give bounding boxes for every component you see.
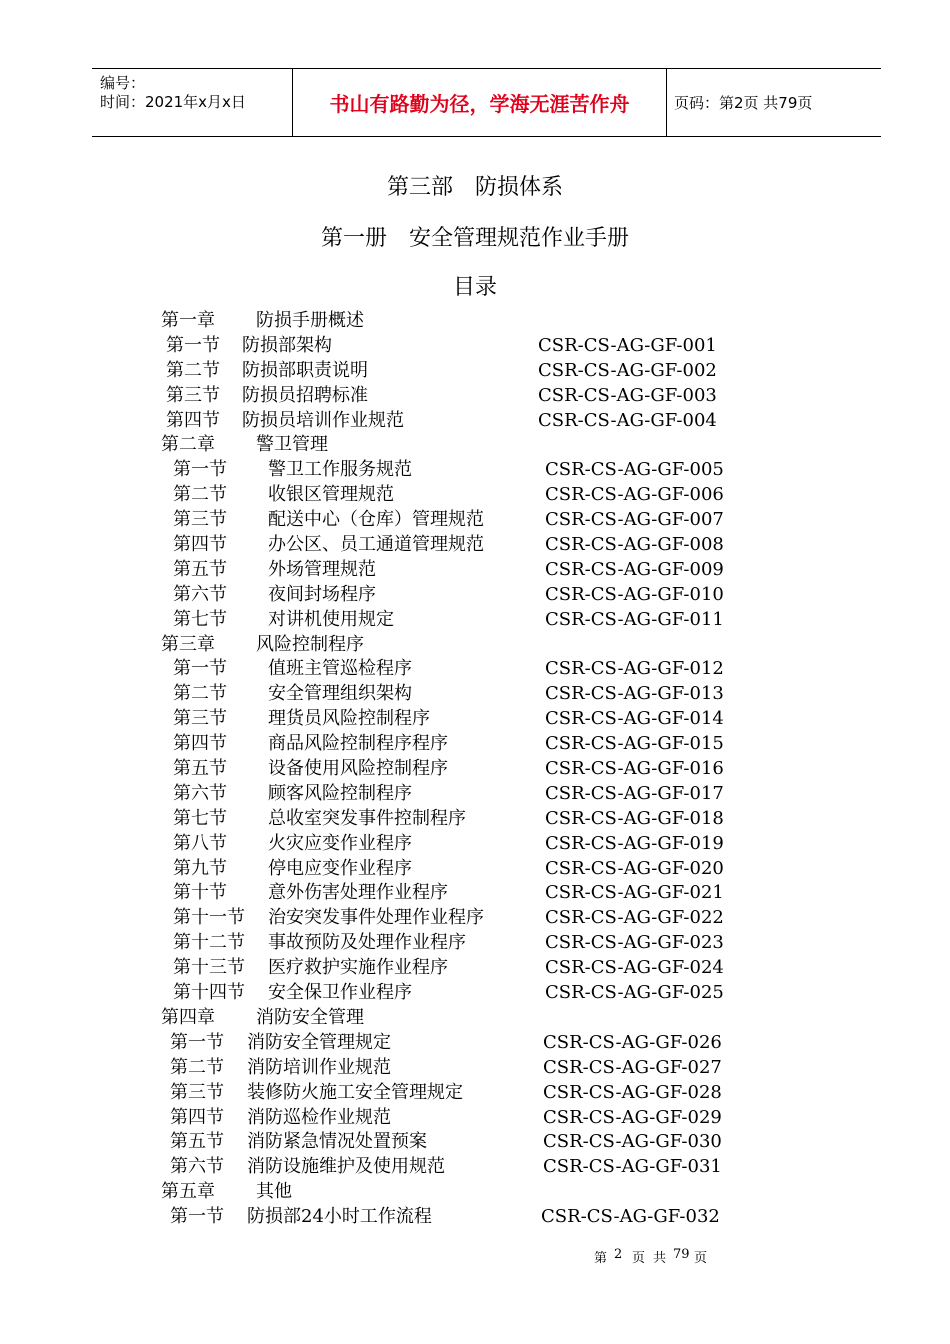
page-header: [92, 68, 881, 137]
toc-title: 消防培训作业规范: [247, 1056, 391, 1078]
toc-section-row: [0, 707, 950, 732]
toc-section-row: [0, 1155, 950, 1180]
toc-number: 第十节: [173, 882, 227, 904]
toc-number: 第二节: [166, 359, 220, 381]
toc-code: CSR-CS-AG-GF-002: [538, 359, 717, 381]
toc-code: CSR-CS-AG-GF-005: [545, 459, 724, 481]
toc-title: 办公区、员工通道管理规范: [268, 534, 484, 556]
toc-number: 第五节: [173, 758, 227, 780]
toc-number: 第四节: [166, 409, 220, 431]
toc-title: 意外伤害处理作业程序: [268, 882, 448, 904]
toc-number: 第八节: [173, 832, 227, 854]
footer-total: 79: [673, 1247, 690, 1262]
toc-number: 第四节: [173, 534, 227, 556]
toc-number: 第一节: [173, 459, 227, 481]
toc-section-row: [0, 508, 950, 533]
toc-title: 外场管理规范: [268, 558, 376, 580]
toc-title: 防损部职责说明: [242, 359, 368, 381]
toc-code: CSR-CS-AG-GF-025: [545, 982, 724, 1004]
toc-section-row: [0, 981, 950, 1006]
toc-code: CSR-CS-AG-GF-006: [545, 484, 724, 506]
toc-number: 第四章: [161, 1006, 215, 1028]
toc-title: 防损手册概述: [256, 310, 364, 331]
toc-title: 消防设施维护及使用规范: [247, 1156, 445, 1178]
toc-number: 第一节: [166, 334, 220, 356]
toc-code: CSR-CS-AG-GF-003: [538, 384, 717, 406]
toc-heading: 目录: [452, 275, 497, 300]
toc-number: 第二节: [173, 683, 227, 705]
toc-section-row: [0, 682, 950, 707]
toc-number: 第三节: [166, 384, 220, 406]
toc-code: CSR-CS-AG-GF-019: [545, 832, 724, 854]
toc-title: 停电应变作业程序: [268, 857, 412, 879]
toc-code: CSR-CS-AG-GF-008: [545, 534, 724, 556]
header-time: 时间：2021年x月x日: [100, 93, 246, 111]
toc-code: CSR-CS-AG-GF-021: [545, 882, 724, 904]
toc-number: 第三节: [173, 509, 227, 531]
toc-code: CSR-CS-AG-GF-001: [538, 334, 717, 356]
toc-number: 第九节: [173, 857, 227, 879]
toc-number: 第二节: [173, 484, 227, 506]
toc-number: 第七节: [173, 807, 227, 829]
footer-total-prefix: 共: [653, 1251, 667, 1266]
toc-section-row: [0, 657, 950, 682]
toc-section-row: [0, 1056, 950, 1081]
toc-section-row: [0, 583, 950, 608]
toc-chapter-row: [0, 309, 950, 334]
toc-title: 警卫管理: [256, 434, 328, 456]
toc-title: 防损员招聘标准: [242, 384, 368, 406]
toc-number: 第六节: [170, 1156, 224, 1178]
toc-title: 总收室突发事件控制程序: [268, 807, 466, 829]
toc-code: CSR-CS-AG-GF-016: [545, 758, 724, 780]
toc-title: 医疗救护实施作业程序: [268, 957, 448, 979]
toc-number: 第四节: [170, 1106, 224, 1128]
toc-number: 第五节: [170, 1131, 224, 1153]
toc-number: 第四节: [173, 733, 227, 755]
toc-number: 第十二节: [173, 932, 245, 954]
toc-number: 第二章: [161, 434, 215, 456]
footer-page-suffix: 页: [632, 1251, 646, 1266]
toc-section-row: [0, 533, 950, 558]
toc-number: 第一节: [170, 1206, 224, 1228]
toc-title: 治安突发事件处理作业程序: [268, 907, 484, 929]
toc-title: 安全保卫作业程序: [268, 982, 412, 1004]
toc-section-row: [0, 409, 950, 434]
toc-title: 收银区管理规范: [268, 484, 394, 506]
toc-number: 第一节: [170, 1031, 224, 1053]
toc-number: 第六节: [173, 782, 227, 804]
toc-code: CSR-CS-AG-GF-028: [543, 1081, 722, 1103]
toc-code: CSR-CS-AG-GF-009: [545, 558, 724, 580]
toc-section-row: [0, 857, 950, 882]
toc-section-row: [0, 1106, 950, 1131]
toc-section-row: [0, 334, 950, 359]
toc-title: 消防安全管理规定: [247, 1031, 391, 1053]
toc-title: 其他: [256, 1181, 292, 1203]
toc-title: 设备使用风险控制程序: [268, 758, 448, 780]
volume-title: 第一册 安全管理规范作业手册: [320, 226, 629, 251]
toc-section-row: [0, 483, 950, 508]
toc-section-row: [0, 757, 950, 782]
toc-section-row: [0, 1130, 950, 1155]
toc-section-row: [0, 906, 950, 931]
toc-title: 夜间封场程序: [268, 583, 376, 605]
toc-number: 第三节: [173, 708, 227, 730]
toc-code: CSR-CS-AG-GF-012: [545, 658, 724, 680]
toc-title: 警卫工作服务规范: [268, 459, 412, 481]
toc-chapter-row: [0, 1006, 950, 1031]
toc-code: CSR-CS-AG-GF-015: [545, 733, 724, 755]
toc-section-row: [0, 384, 950, 409]
toc-code: CSR-CS-AG-GF-018: [545, 807, 724, 829]
toc-section-row: [0, 807, 950, 832]
toc-title: 消防紧急情况处置预案: [247, 1131, 427, 1153]
toc-title: 值班主管巡检程序: [268, 658, 412, 680]
toc-number: 第十四节: [173, 982, 245, 1004]
toc-number: 第三节: [170, 1081, 224, 1103]
toc-code: CSR-CS-AG-GF-013: [545, 683, 724, 705]
footer-total-suffix: 页: [694, 1251, 708, 1266]
toc-section-row: [0, 359, 950, 384]
toc-title: 对讲机使用规定: [268, 608, 394, 630]
toc-title: 装修防火施工安全管理规定: [247, 1081, 463, 1103]
toc-number: 第一节: [173, 658, 227, 680]
part-title: 第三部 防损体系: [386, 175, 563, 200]
toc-code: CSR-CS-AG-GF-024: [545, 957, 724, 979]
toc-number: 第五章: [161, 1181, 215, 1203]
toc-title: 消防巡检作业规范: [247, 1106, 391, 1128]
toc-number: 第十一节: [173, 907, 245, 929]
toc-code: CSR-CS-AG-GF-022: [545, 907, 724, 929]
toc-section-row: [0, 608, 950, 633]
toc-number: 第一章: [161, 310, 215, 331]
toc-number: 第六节: [173, 583, 227, 605]
toc-section-row: [0, 732, 950, 757]
toc-section-row: [0, 956, 950, 981]
toc-code: CSR-CS-AG-GF-027: [543, 1056, 722, 1078]
toc-section-row: [0, 881, 950, 906]
toc-chapter-row: [0, 633, 950, 658]
toc-title: 防损部24小时工作流程: [247, 1206, 432, 1228]
toc-code: CSR-CS-AG-GF-011: [545, 608, 724, 630]
toc-code: CSR-CS-AG-GF-010: [545, 583, 724, 605]
footer-prefix: 第: [594, 1251, 608, 1266]
toc-title: 防损部架构: [242, 334, 332, 356]
table-of-contents: [0, 309, 950, 1230]
toc-section-row: [0, 931, 950, 956]
toc-section-row: [0, 1081, 950, 1106]
toc-code: CSR-CS-AG-GF-014: [545, 708, 724, 730]
toc-number: 第七节: [173, 608, 227, 630]
toc-section-row: [0, 832, 950, 857]
toc-code: CSR-CS-AG-GF-029: [543, 1106, 722, 1128]
toc-code: CSR-CS-AG-GF-017: [545, 782, 724, 804]
toc-code: CSR-CS-AG-GF-026: [543, 1031, 722, 1053]
toc-title: 火灾应变作业程序: [268, 832, 412, 854]
toc-title: 商品风险控制程序程序: [268, 733, 448, 755]
footer-page: 2: [614, 1247, 623, 1262]
toc-code: CSR-CS-AG-GF-020: [545, 857, 724, 879]
toc-title: 配送中心（仓库）管理规范: [268, 509, 484, 531]
toc-section-row: [0, 558, 950, 583]
toc-section-row: [0, 458, 950, 483]
toc-number: 第十三节: [173, 957, 245, 979]
toc-title: 消防安全管理: [256, 1006, 364, 1028]
toc-number: 第三章: [161, 633, 215, 655]
header-motto: 书山有路勤为径，学海无涯苦作舟: [292, 69, 667, 136]
toc-title: 安全管理组织架构: [268, 683, 412, 705]
header-meta-cell: [92, 69, 292, 136]
toc-number: 第二节: [170, 1056, 224, 1078]
toc-code: CSR-CS-AG-GF-031: [543, 1156, 722, 1178]
toc-section-row: [0, 1205, 950, 1230]
toc-code: CSR-CS-AG-GF-007: [545, 509, 724, 531]
toc-code: CSR-CS-AG-GF-030: [543, 1131, 722, 1153]
toc-title: 顾客风险控制程序: [268, 782, 412, 804]
toc-section-row: [0, 1031, 950, 1056]
toc-code: CSR-CS-AG-GF-023: [545, 932, 724, 954]
toc-code: CSR-CS-AG-GF-004: [538, 409, 717, 431]
toc-chapter-row: [0, 433, 950, 458]
header-page-number: 页码：第2页 共79页: [674, 94, 813, 112]
toc-title: 事故预防及处理作业程序: [268, 932, 466, 954]
toc-section-row: [0, 782, 950, 807]
toc-title: 防损员培训作业规范: [242, 409, 404, 431]
toc-number: 第五节: [173, 558, 227, 580]
toc-title: 理货员风险控制程序: [268, 708, 430, 730]
header-number-label: 编号：: [100, 74, 146, 92]
toc-title: 风险控制程序: [256, 633, 364, 655]
toc-chapter-row: [0, 1180, 950, 1205]
toc-code: CSR-CS-AG-GF-032: [541, 1206, 720, 1228]
